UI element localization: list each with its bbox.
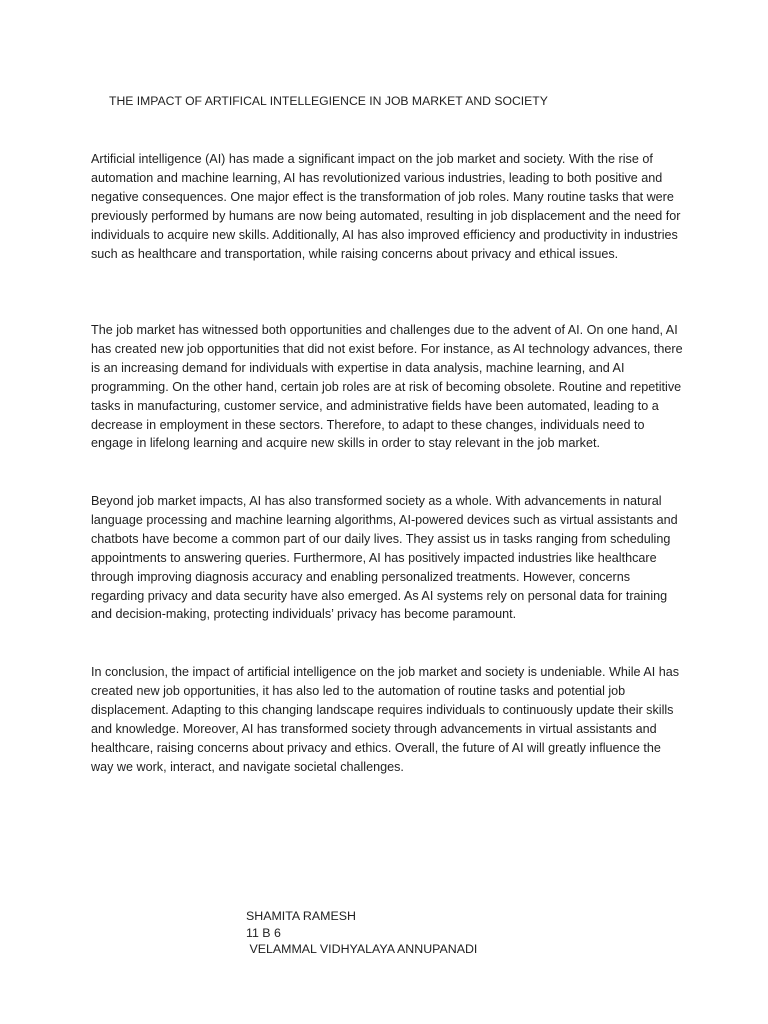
author-class: 11 B 6 (246, 925, 281, 940)
paragraph-job-market: The job market has witnessed both opportunities and challenges due to the advent of AI. On one hand, AI has created new job opportunities that did not exist before. For instance, as AI technology advances, there is an increasing demand for individuals with expertise in data analysis, machine learning, and AI programming. On the other hand, certain job roles are at risk of becoming obsolete. Routine and repetitive tasks in manufacturing, customer service, and administrative fields have been automated, leading to a decrease in employment in these sectors. Therefore, to adapt to these changes, individuals need to engage in lifelong learning and acquire new skills in order to stay relevant in the job market. (91, 323, 683, 451)
document-title: THE IMPACT OF ARTIFICAL INTELLEGIENCE IN JOB MARKET AND SOCIETY (109, 94, 548, 108)
paragraph-conclusion: In conclusion, the impact of artificial intelligence on the job market and society is undeniable. While AI has created new job opportunities, it has also led to the automation of routine tasks and potential job displacement. Adapting to this changing landscape requires individuals to continuously update their skills and knowledge. Moreover, AI has transformed society through advancements in virtual assistants and healthcare, raising concerns about privacy and ethics. Overall, the future of AI will greatly influence the way we work, interact, and navigate societal challenges. (91, 665, 680, 774)
paragraph-intro: Artificial intelligence (AI) has made a significant impact on the job market and society. With the rise of automation and machine learning, AI has revolutionized various industries, leading to both positive and negative consequences. One major effect is the transformation of job roles. Many routine tasks that were previously performed by humans are now being automated, resulting in job displacement and the need for individuals to acquire new skills. Additionally, AI has also improved efficiency and productivity in industries such as healthcare and transportation, while raising concerns about privacy and ethical issues. (91, 152, 681, 261)
paragraph-society: Beyond job market impacts, AI has also transformed society as a whole. With advancements in natural language processing and machine learning algorithms, AI-powered devices such as virtual assistants and chatbots have become a common part of our daily lives. They assist us in tasks ranging from scheduling appointments to answering queries. Furthermore, AI has positively impacted industries like healthcare through improving diagnosis accuracy and enabling personalized treatments. However, concerns regarding privacy and data security have also emerged. As AI systems rely on personal data for training and decision-making, protecting individuals’ privacy has become paramount. (91, 494, 678, 622)
signature-block (246, 908, 477, 958)
author-name: SHAMITA RAMESH (246, 909, 356, 923)
author-school: VELAMMAL VIDHYALAYA ANNUPANADI (246, 942, 478, 957)
